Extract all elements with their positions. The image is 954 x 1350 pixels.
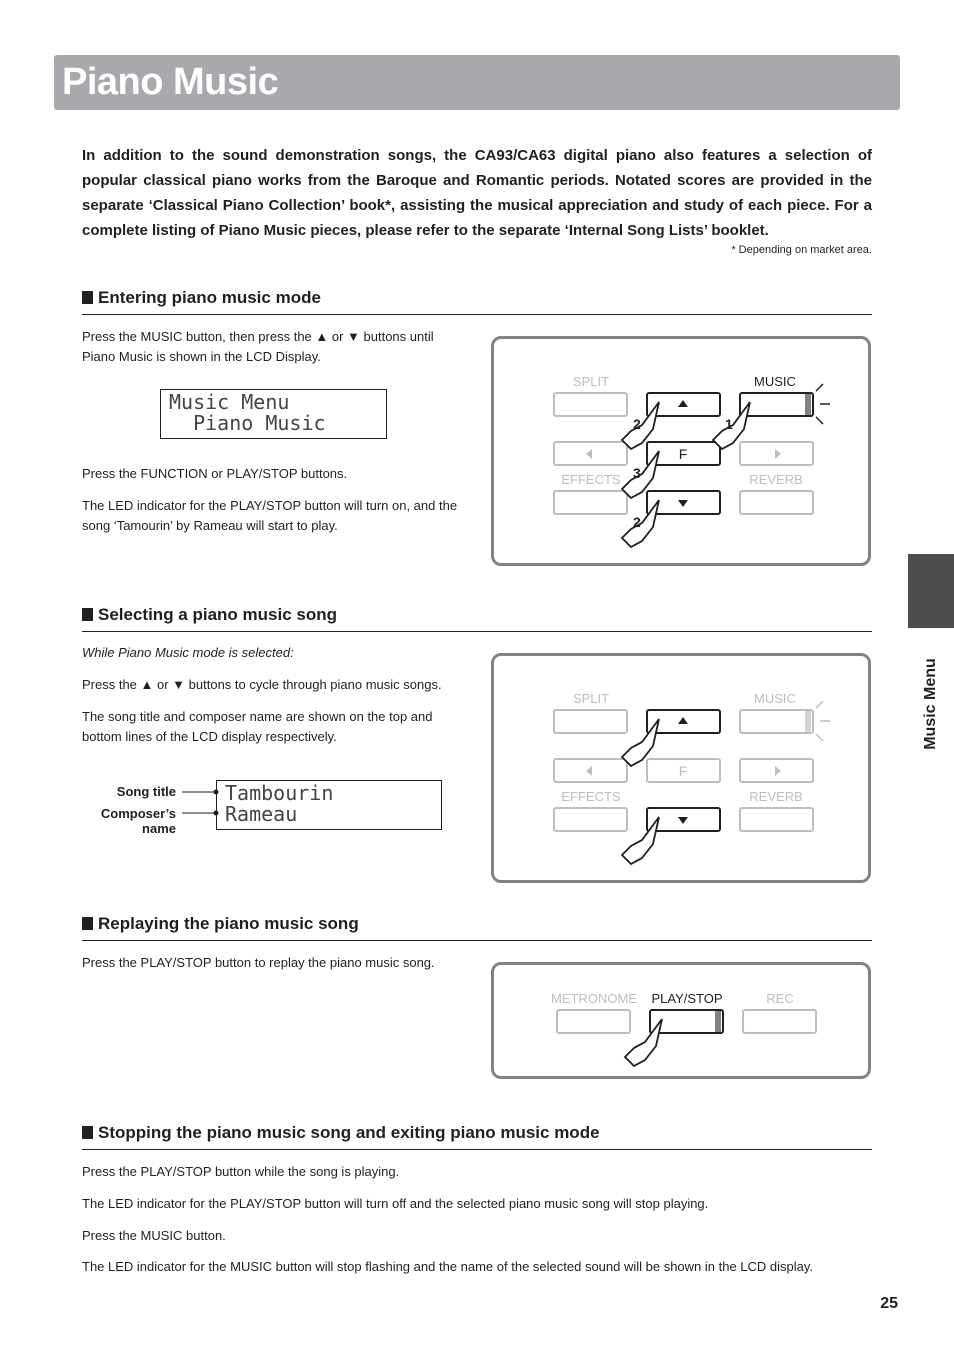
stopping-step-3-text: Press the MUSIC button. xyxy=(82,1228,226,1243)
section-heading-text: Entering piano music mode xyxy=(98,288,321,307)
metronome-button[interactable] xyxy=(557,1010,630,1033)
split-label: SPLIT xyxy=(572,374,610,389)
panel-diagram-svg xyxy=(494,656,868,880)
music-led-indicator xyxy=(805,394,811,415)
stopping-step-4-text: The LED indicator for the MUSIC button will stop flashing and the name of the selected sound will be shown in the LCD display. xyxy=(82,1259,814,1274)
effects-label: EFFECTS xyxy=(561,472,621,487)
rec-label: REC xyxy=(766,991,794,1006)
control-panel-diagram-replaying xyxy=(491,962,871,1079)
section-heading-entering xyxy=(82,288,872,315)
lcd-line-1: Music Menu xyxy=(169,390,290,414)
effects-button[interactable] xyxy=(554,491,627,514)
lcd-song-title: Tambourin xyxy=(225,781,334,805)
play-stop-label: PLAY/STOP xyxy=(651,991,723,1006)
pressing-hand-icons xyxy=(622,719,659,864)
split-label: SPLIT xyxy=(572,691,610,706)
stopping-step-1-text: Press the PLAY/STOP button while the song is playing. xyxy=(82,1164,400,1179)
reverb-button[interactable] xyxy=(740,491,813,514)
effects-label: EFFECTS xyxy=(561,789,621,804)
play-stop-led-indicator xyxy=(715,1011,721,1032)
side-tab-label: Music Menu xyxy=(922,658,939,750)
step-number-2-up: 2 xyxy=(633,416,641,432)
selecting-condition-text: While Piano Music mode is selected: xyxy=(82,645,294,660)
selecting-step-1-text: Press the ▲ or ▼ buttons to cycle through piano music songs. xyxy=(82,677,442,692)
up-arrow-icon xyxy=(678,400,688,407)
footnote: * Depending on market area. xyxy=(731,244,872,256)
step-number-1: 1 xyxy=(725,416,733,432)
control-panel-diagram-entering xyxy=(491,336,871,566)
section-heading-text: Replaying the piano music song xyxy=(98,914,359,933)
function-button-label: F xyxy=(678,446,688,462)
split-button[interactable] xyxy=(554,710,627,733)
up-arrow-icon xyxy=(678,717,688,724)
side-tab-marker xyxy=(908,554,954,628)
page-number: 25 xyxy=(880,1295,898,1312)
section-heading-stopping xyxy=(82,1123,872,1150)
reverb-button[interactable] xyxy=(740,808,813,831)
intro-paragraph: In addition to the sound demonstration songs, the CA93/CA63 digital piano also features a selection of popular classical piano works from the Baroque and Romantic periods. Notated scores are provided in the separate ‘Classical Piano Collection’ book*, assisting the musical appreciation and study of each piece. For a complete listing of Piano Music pieces, please refer to the separate ‘Internal Song Lists’ booklet. xyxy=(82,147,872,239)
right-arrow-icon xyxy=(775,766,781,776)
page-title: Piano Music xyxy=(62,61,279,103)
function-button-label: F xyxy=(678,763,688,779)
lcd-composer-name: Rameau xyxy=(225,802,298,826)
right-arrow-icon xyxy=(775,449,781,459)
music-button[interactable] xyxy=(740,710,813,733)
effects-button[interactable] xyxy=(554,808,627,831)
left-arrow-icon xyxy=(586,766,592,776)
rec-button[interactable] xyxy=(743,1010,816,1033)
lcd-display-song xyxy=(216,780,442,830)
step-number-2-down: 2 xyxy=(633,514,641,530)
reverb-label: REVERB xyxy=(749,789,803,804)
metronome-label: METRONOME xyxy=(551,991,637,1006)
selecting-step-2-text: The song title and composer name are shown on the top and bottom lines of the LCD display respectively. xyxy=(82,709,433,744)
heading-square-icon xyxy=(82,1126,93,1139)
flash-lines-icon xyxy=(816,701,830,741)
replaying-step-1-text: Press the PLAY/STOP button to replay the piano music song. xyxy=(82,955,435,970)
section-heading-replaying xyxy=(82,914,872,941)
control-panel-diagram-selecting xyxy=(491,653,871,883)
entering-step-3-text: The LED indicator for the PLAY/STOP button will turn on, and the song ‘Tamourin’ by Rameau will start to play. xyxy=(82,498,458,533)
lcd-display-piano-music xyxy=(160,389,387,439)
panel-diagram-svg xyxy=(494,339,868,563)
music-led-indicator xyxy=(805,711,811,732)
entering-step-2-text: Press the FUNCTION or PLAY/STOP buttons. xyxy=(82,466,348,481)
music-button[interactable] xyxy=(740,393,813,416)
down-arrow-icon xyxy=(678,500,688,507)
step-number-3: 3 xyxy=(633,465,641,481)
down-arrow-icon xyxy=(678,817,688,824)
left-arrow-icon xyxy=(586,449,592,459)
panel-diagram-svg xyxy=(494,965,868,1076)
section-heading-text: Stopping the piano music song and exiting piano music mode xyxy=(98,1123,600,1142)
title-bar xyxy=(54,55,900,110)
music-label: MUSIC xyxy=(754,691,796,706)
flash-lines-icon xyxy=(816,384,830,424)
heading-square-icon xyxy=(82,917,93,930)
lcd-line-2: Piano Music xyxy=(169,411,326,435)
reverb-label: REVERB xyxy=(749,472,803,487)
section-heading-text: Selecting a piano music song xyxy=(98,605,337,624)
song-title-callout: Song title xyxy=(116,784,176,799)
split-button[interactable] xyxy=(554,393,627,416)
callout-lines xyxy=(180,785,220,820)
heading-square-icon xyxy=(82,608,93,621)
stopping-step-2-text: The LED indicator for the PLAY/STOP button will turn off and the selected piano music song will stop playing. xyxy=(82,1196,709,1211)
section-heading-selecting xyxy=(82,605,872,632)
composer-name-callout: Composer’s name xyxy=(100,806,176,836)
music-label: MUSIC xyxy=(754,374,796,389)
heading-square-icon xyxy=(82,291,93,304)
entering-step-1-text: Press the MUSIC button, then press the ▲ or ▼ buttons until Piano Music is shown in the LCD Display. xyxy=(82,329,434,364)
